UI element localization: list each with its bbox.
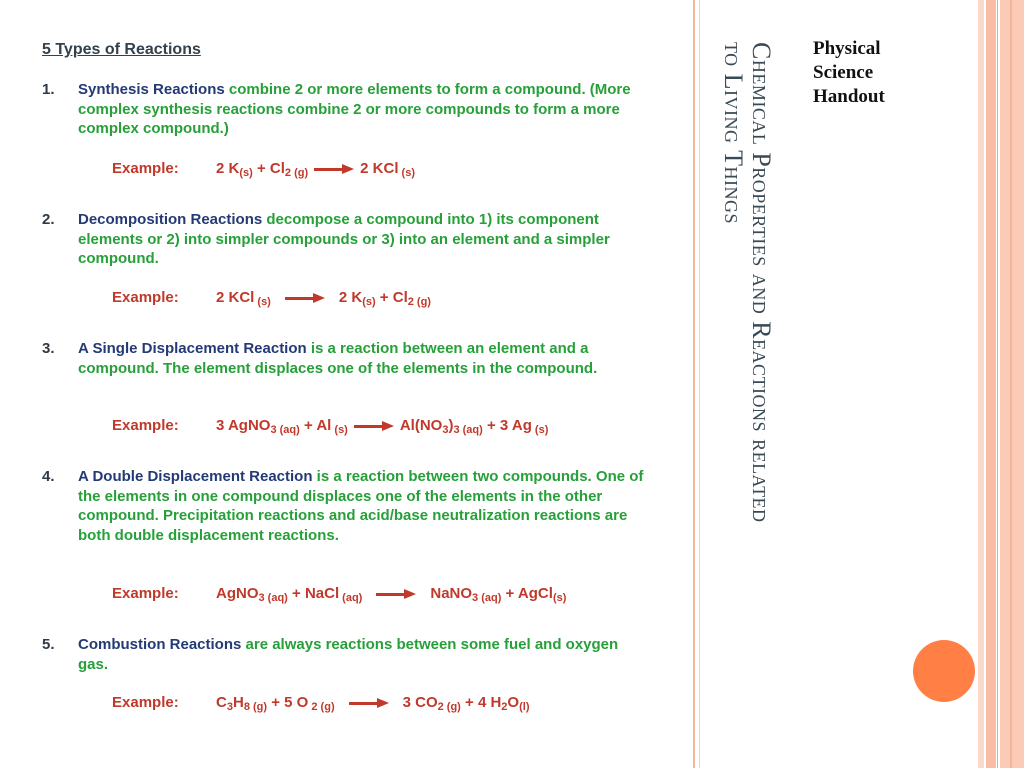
eq-term: H [232,694,244,711]
eq-term: ) [448,417,454,434]
reaction-prefix: A [78,340,93,357]
eq-term: + AgCl [501,585,553,602]
reaction-term: Synthesis Reactions [78,81,225,98]
eq-subscript: 2 (g) [308,701,335,713]
eq-term: 2 KCl [360,160,399,177]
item-number: 3. [42,340,55,357]
item-number: 2. [42,211,55,228]
reaction-arrow-icon [314,164,354,174]
item-number: 1. [42,81,55,98]
reaction-arrow-icon [376,589,416,599]
reaction-arrow-icon [354,421,394,431]
eq-subscript: 2 (g) [284,167,309,179]
eq-subscript: (s) [398,167,415,179]
slide-title-line2: to Living Things [719,42,748,224]
eq-subscript: 2 (g) [437,701,461,713]
example-equation-synthesis [112,160,415,179]
example-equation-double-displacement [112,585,566,604]
eq-term: + 3 Ag [482,417,532,434]
example-label: Example: [112,694,179,711]
slide-title-line1: Chemical Properties and Reactions related [747,42,776,523]
reaction-prefix: A [78,468,93,485]
reaction-term: Decomposition Reactions [78,211,263,228]
decorative-stripe [978,0,984,768]
eq-subscript: (s) [531,424,549,436]
reaction-description: are always reactions between some fuel and oxygen gas. [78,636,619,673]
eq-term: Al(NO [399,417,443,434]
example-equation-single-displacement [112,417,548,436]
item-number: 5. [42,636,55,653]
eq-term: 2 K [216,160,240,177]
eq-subscript: (s) [331,424,348,436]
eq-subscript: 3 (aq) [472,592,502,604]
reaction-term: Double Displacement Reaction [92,468,313,485]
item-number: 4. [42,468,55,485]
eq-term: 3 AgNO [216,417,271,434]
eq-term: 3 CO [402,694,438,711]
eq-subscript: 8 (g) [243,701,268,713]
item-text [78,467,648,545]
decorative-stripe [997,0,998,768]
eq-subscript: 2 (g) [407,296,431,308]
eq-subscript: (s) [239,167,253,179]
handout-heading: 5 Types of Reactions [42,41,201,58]
divider-line [699,0,700,768]
decorative-stripe [1000,0,1024,768]
side-label: Physical Science Handout [813,38,885,107]
eq-subscript: (l) [519,701,530,713]
eq-term: + 5 O [267,694,309,711]
item-text [78,210,648,269]
example-equation-decomposition [112,289,431,308]
eq-term: + NaCl [287,585,340,602]
eq-term: 2 K [338,289,363,306]
reaction-arrow-icon [285,293,325,303]
item-text [78,80,648,139]
example-label: Example: [112,160,179,177]
accent-circle [913,640,975,702]
eq-subscript: (s) [362,296,376,308]
decorative-stripe [1010,0,1012,768]
eq-subscript: 3 (aq) [453,424,483,436]
eq-term: + Cl [252,160,285,177]
example-equation-combustion [112,694,529,713]
reaction-description: is a reaction between an element and a compound. The element displaces one of the elements in the compound. [78,340,598,377]
divider-line [693,0,695,768]
eq-term: C [216,694,227,711]
eq-term: 2 KCl [216,289,255,306]
eq-subscript: 3 (aq) [270,424,300,436]
example-label: Example: [112,585,179,602]
reaction-arrow-icon [349,698,389,708]
eq-term: + Cl [375,289,408,306]
example-label: Example: [112,417,179,434]
eq-subscript: 3 [442,424,449,436]
eq-subscript: 3 [226,701,233,713]
slide-title [715,42,775,732]
eq-subscript: (s) [552,592,567,604]
item-text [78,635,648,674]
reaction-description: decompose a compound into 1) its component elements or 2) into simpler compounds or 3) into an element and a simpler compound. [78,211,610,267]
eq-subscript: 3 (aq) [258,592,288,604]
reaction-term: Single Displacement Reaction [92,340,307,357]
example-label: Example: [112,289,179,306]
eq-term: O [507,694,520,711]
eq-term: AgNO [216,585,259,602]
reaction-term: Combustion Reactions [78,636,242,653]
eq-term: NaNO [430,585,473,602]
eq-term: + Al [299,417,332,434]
eq-subscript: (aq) [339,592,363,604]
eq-subscript: 2 [501,701,508,713]
reaction-description: is a reaction between two compounds. One of the elements in one compound displaces one of the elements in the other compound. Precipitation reactions and acid/base neutralization reactions are both double displacement reactions. [78,468,644,544]
reaction-description: combine 2 or more elements to form a compound. (More complex synthesis reactions combine 2 or more compounds to form a more complex compound.) [78,81,631,137]
item-text [78,339,648,378]
decorative-stripe [986,0,996,768]
eq-subscript: (s) [254,296,271,308]
eq-term: + 4 H [460,694,502,711]
